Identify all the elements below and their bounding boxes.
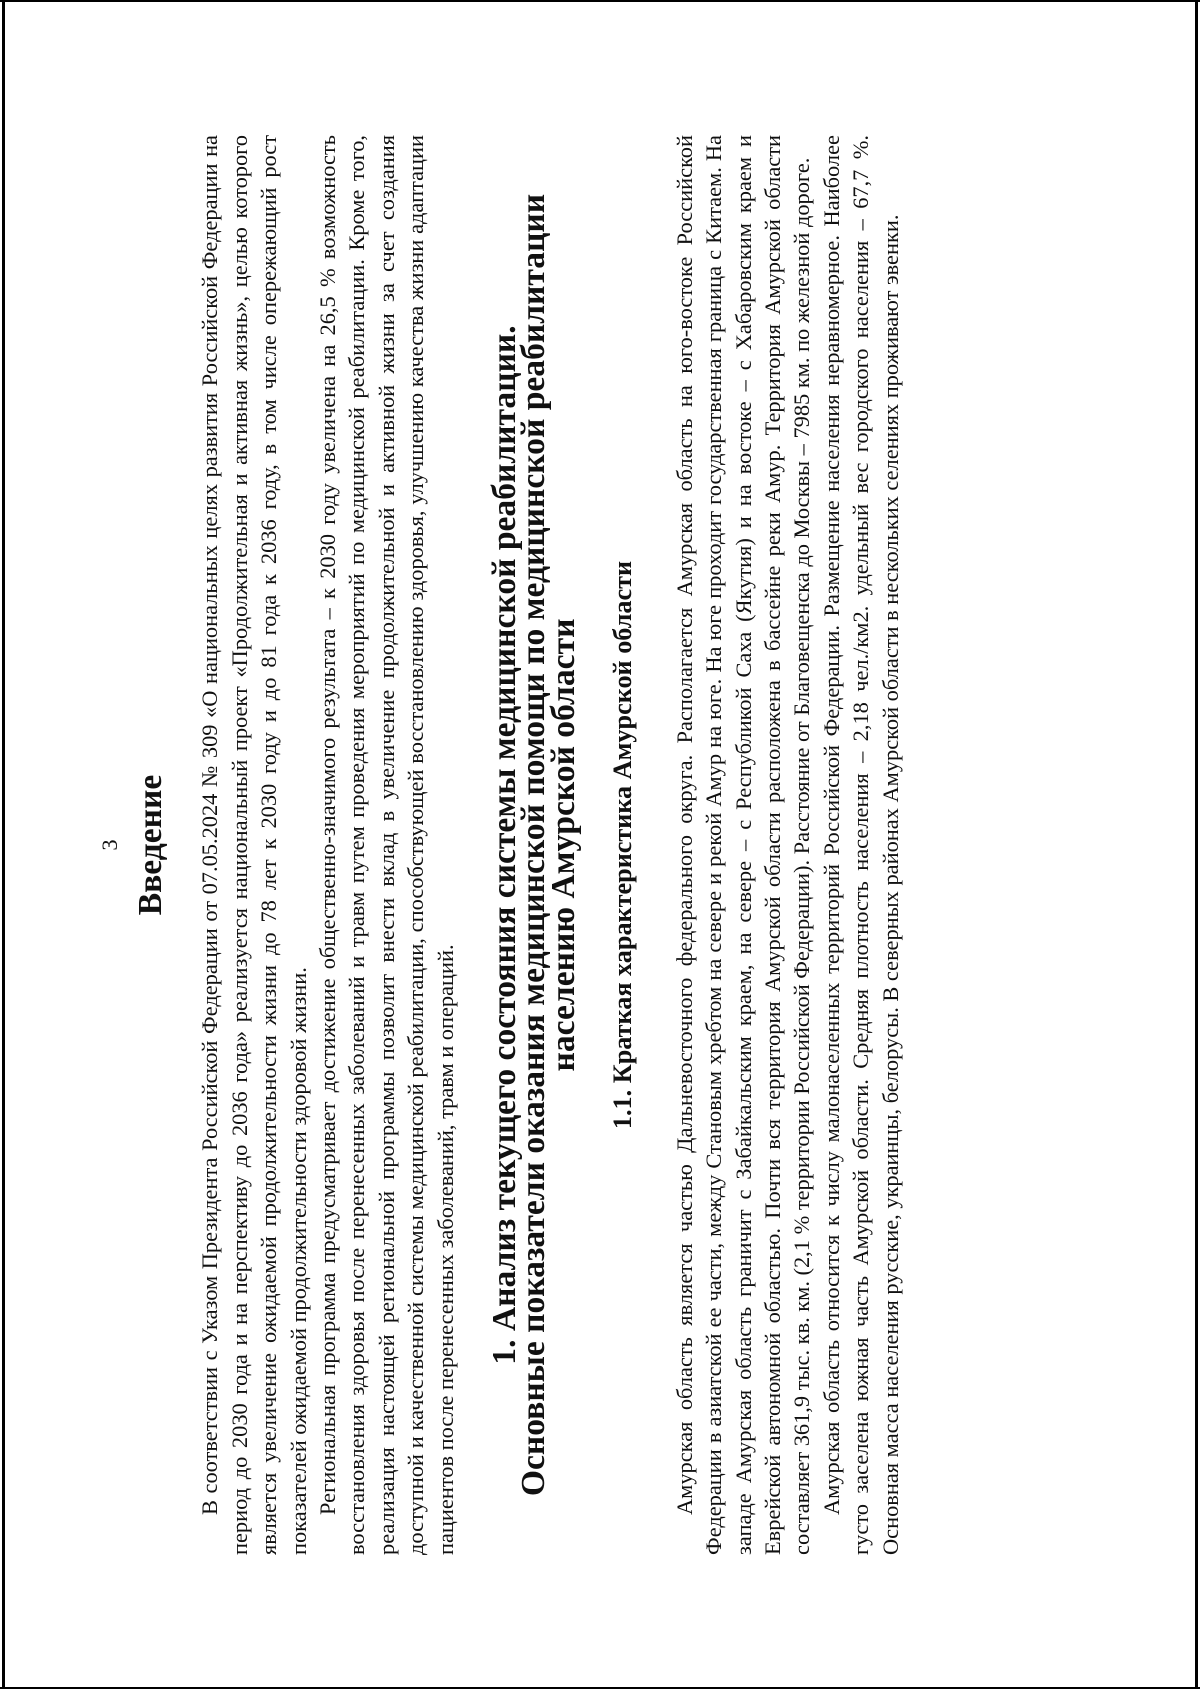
scan-border-top: [0, 0, 1200, 2]
scan-border-left: [2, 0, 5, 1689]
page-number: 3: [97, 839, 122, 851]
scan-border-right: [1195, 0, 1198, 1689]
introduction-paragraph-2: Региональная программа предусматривает достижение общественно-значимого результата – к 2030 году увеличена на 26,5 % возможность восстановления здоровья после перенесенных заболеваний и травм путем проведения мероприятий по медицинской реабилитации. Кроме того, реализация настоящей региональной программы позволит внести вклад в увеличение продолжительной и активной жизни за счет создания доступной и качественной системы медицинской реабилитации, способствующей восстановлению здоровья, улучшению качества жизни адаптации пациентов после перенесенных заболеваний, травм и операций.: [315, 135, 458, 1555]
introduction-paragraph-1: В соответствии с Указом Президента Российской Федерации от 07.05.2024 № 309 «О национальных целях развития Российской Федерации на период до 2030 года и на перспективу до 2036 года» реализуется национальный проект «Продолжительная и активная жизнь», целью которого является увеличение ожидаемой продолжительности жизни до 78 лет к 2030 году и до 81 года к 2036 году, в том числе опережающий рост показателей ожидаемой продолжительности здоровой жизни.: [197, 135, 311, 1555]
introduction-title: Введение: [132, 774, 169, 916]
region-paragraph-1: Амурская область является частью Дальневосточного федерального округа. Располагается Амурская область на юго-востоке Российской Федерации в азиатской ее части, между Становым хребтом на севере и рекой Амур на юге. На юге проходит государственная граница с Китаем. На западе Амурская область граничит с Забайкальским краем, на севере – с Республикой Саха (Якутия) и на востоке – с Хабаровским краем и Еврейской автономной областью. Почти вся территория Амурской области расположена в бассейне реки Амур. Территория Амурской области составляет 361,9 тыс. кв. км. (2,1 % территории Российской Федерации). Расстояние от Благовещенска до Москвы – 7985 км. по железной дороге.: [671, 135, 815, 1555]
section-1-subtitle: Основные показатели оказания медицинской помощи по медицинской реабилитации населению Амурской области: [515, 193, 582, 1497]
region-paragraph-2: Амурская область относится к числу малонаселенных территорий Российской Федерации. Размещение населения неравномерное. Наиболее густо заселена южная часть Амурской области. Средняя плотность населения – 2,18 чел./км2. удельный вес городского населения – 67,7 %. Основная масса населения русские, украинцы, белорусы. В северных районах Амурской области в нескольких селениях проживают эвенки.: [818, 135, 903, 1555]
section-1-title: 1. Анализ текущего состояния системы медицинской реабилитации.: [486, 325, 524, 1365]
rotated-document-body: [95, 135, 1105, 1555]
section-1-1-title: 1.1. Краткая характеристика Амурской области: [608, 560, 638, 1130]
